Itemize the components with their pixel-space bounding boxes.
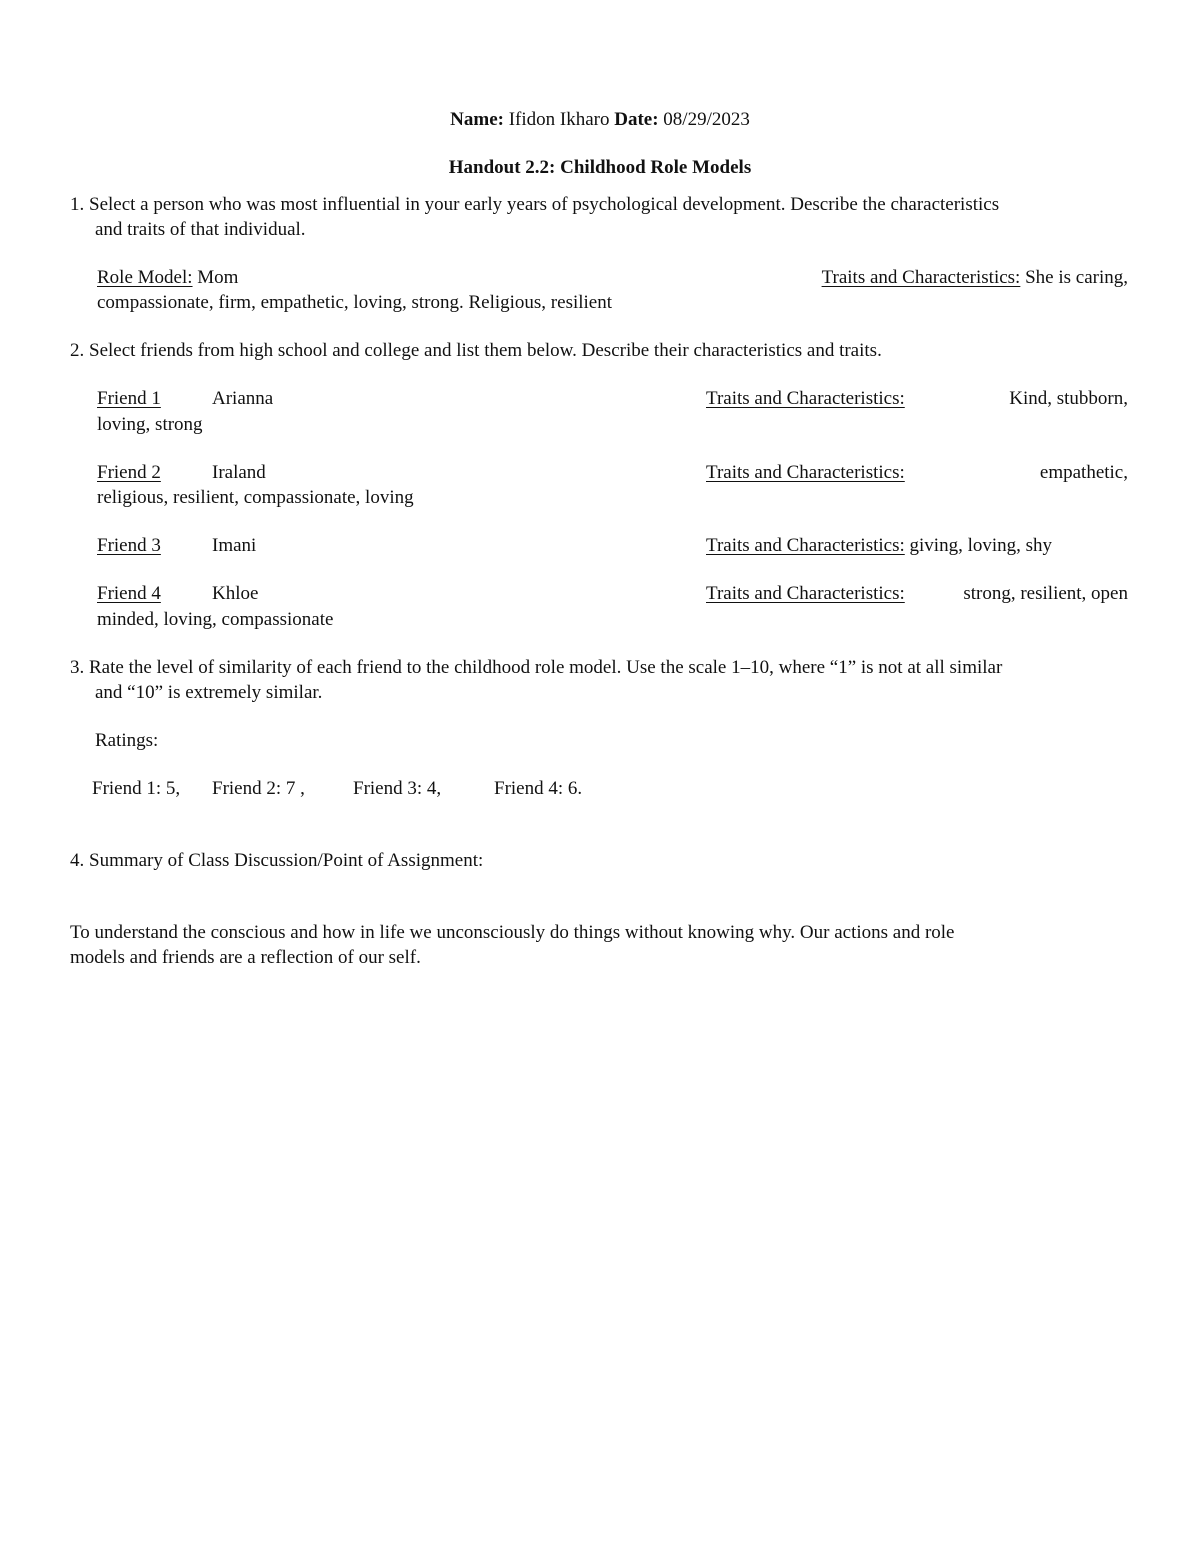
q4-prompt: 4. Summary of Class Discussion/Point of Assignment: [70,850,484,871]
friend-3-name: Imani [212,535,257,556]
q1-prompt-line-1: 1. Select a person who was most influential in your early years of psychological development. Describe the characteristics [70,194,1000,215]
role-model-entry [97,265,238,290]
friend-1-label: Friend 1 [97,388,161,409]
rating-friend-1: Friend 1: 5, [92,778,181,799]
friend-2-label: Friend 2 [97,462,161,483]
friend-3-traits [706,533,1052,558]
friend-1-traits-continued: loving, strong [97,414,203,435]
friend-1-traits [706,386,1128,411]
friend-3-traits-label: Traits and Characteristics: [706,535,905,556]
friend-4-traits-value: strong, resilient, open [963,583,1128,604]
rating-friend-3: Friend 3: 4, [353,778,442,799]
friend-3-traits-value: giving, loving, shy [909,535,1053,556]
friend-4-traits-continued: minded, loving, compassionate [97,609,334,630]
date-value: 08/29/2023 [663,109,750,130]
friend-4-name: Khloe [212,583,259,604]
rating-friend-4: Friend 4: 6. [494,778,583,799]
friend-2-traits-value: empathetic, [1039,462,1128,483]
role-model-value: Mom [197,267,239,288]
friend-3-label: Friend 3 [97,535,161,556]
q3-prompt-line-1: 3. Rate the level of similarity of each friend to the childhood role model. Use the scale 1–10, where “1” is not at all similar [70,657,1003,678]
name-value: Ifidon Ikharo [508,109,610,130]
q3-prompt-line-2: and “10” is extremely similar. [95,682,323,703]
friend-2-traits [706,460,1128,485]
friend-4-traits [706,581,1128,606]
ratings-label: Ratings: [95,730,159,751]
friend-1-traits-value: Kind, stubborn, [1009,388,1128,409]
friend-2-name: Iraland [212,462,266,483]
traits-value: She is caring, [1025,267,1128,288]
friend-2-traits-label: Traits and Characteristics: [706,462,905,483]
summary-line-2: models and friends are a reflection of our self. [70,947,421,968]
role-model-traits-continued: compassionate, firm, empathetic, loving, strong. Religious, resilient [97,292,613,313]
traits-label: Traits and Characteristics: [821,267,1021,288]
summary-line-1: To understand the conscious and how in life we unconsciously do things without knowing why. Our actions and role [70,922,955,943]
q1-prompt-line-2: and traits of that individual. [95,219,306,240]
q2-prompt: 2. Select friends from high school and college and list them below. Describe their characteristics and traits. [70,340,882,361]
friend-4-label: Friend 4 [97,583,161,604]
name-label: Name: [450,109,504,130]
role-model-label: Role Model: [97,267,193,288]
date-label: Date: [614,109,659,130]
name-date-line [0,107,1200,132]
friend-1-traits-label: Traits and Characteristics: [706,388,905,409]
friend-1-name: Arianna [212,388,274,409]
friend-4-traits-label: Traits and Characteristics: [706,583,905,604]
friend-2-traits-continued: religious, resilient, compassionate, loving [97,487,414,508]
rating-friend-2: Friend 2: 7 , [212,778,305,799]
handout-title: Handout 2.2: Childhood Role Models [448,157,752,178]
role-model-traits [822,265,1128,290]
